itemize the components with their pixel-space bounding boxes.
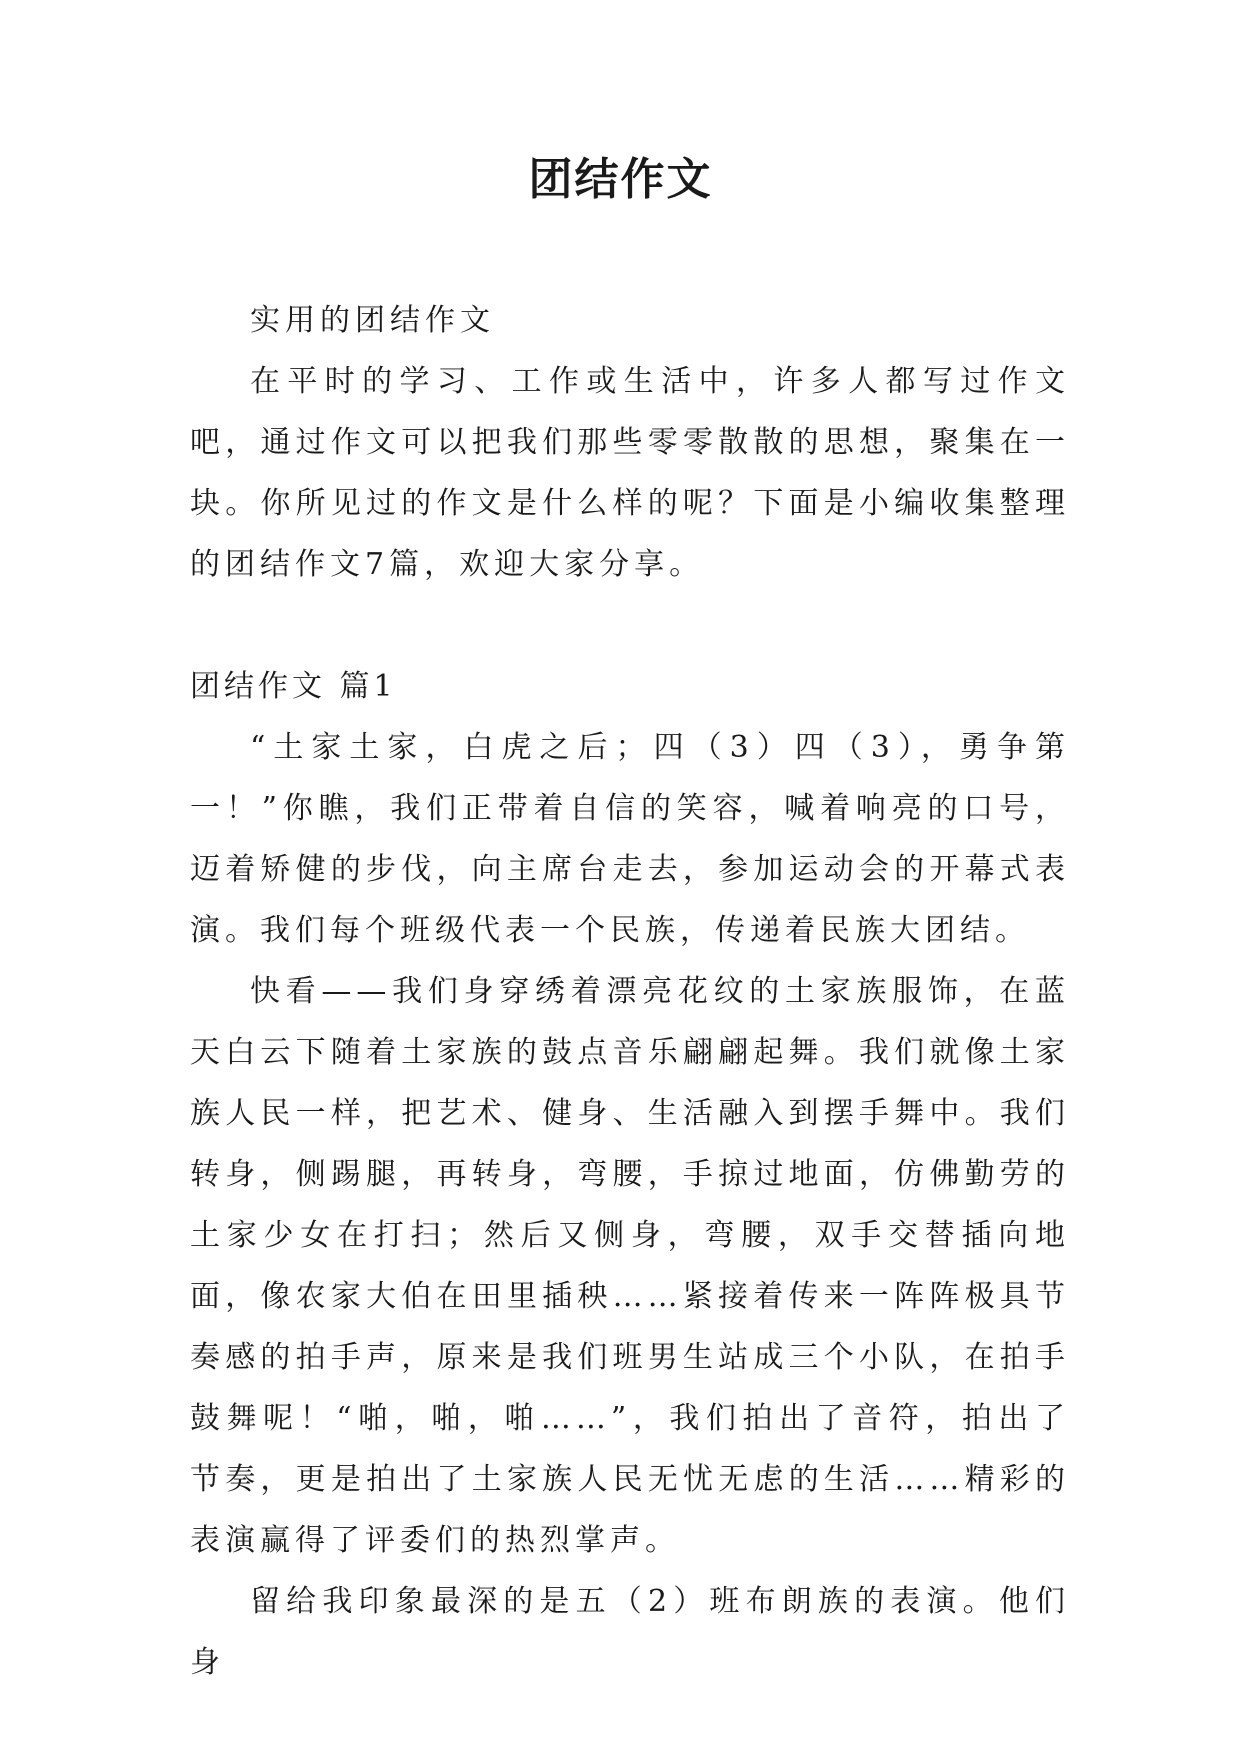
document-body (190, 290, 1070, 1693)
section-heading: 团结作文 篇1 (190, 669, 397, 704)
document-title: 团结作文 (528, 154, 713, 205)
body-paragraph: 快看——我们身穿绣着漂亮花纹的土家族服饰，在蓝天白云下随着土家族的鼓点音乐翩翩起舞。我们就像土家族人民一样，把艺术、健身、生活融入到摆手舞中。我们转身，侧踢腿，再转身，弯腰，手掠过地面，仿佛勤劳的土家少女在打扫；然后又侧身，弯腰，双手交替插向地面，像农家大伯在田里插秧……紧接着传来一阵阵极具节奏感的拍手声，原来是我们班男生站成三个小队，在拍手鼓舞呢！“啪，啪，啪……”，我们拍出了音符，拍出了节奏，更是拍出了土家族人民无忧无虑的生活……精彩的表演赢得了评委们的热烈掌声。 (190, 974, 1070, 1558)
intro-paragraph: 在平时的学习、工作或生活中，许多人都写过作文吧，通过作文可以把我们那些零零散散的思想，聚集在一块。你所见过的作文是什么样的呢？下面是小编收集整理的团结作文7篇，欢迎大家分享。 (190, 364, 1070, 582)
body-paragraph: 留给我印象最深的是五（2）班布朗族的表演。他们身 (190, 1584, 1070, 1680)
body-paragraph: “土家土家，白虎之后；四（3）四（3），勇争第一！”你瞧，我们正带着自信的笑容，喊着响亮的口号，迈着矫健的步伐，向主席台走去，参加运动会的开幕式表演。我们每个班级代表一个民族，传递着民族大团结。 (190, 730, 1070, 948)
document-subtitle: 实用的团结作文 (250, 303, 495, 338)
